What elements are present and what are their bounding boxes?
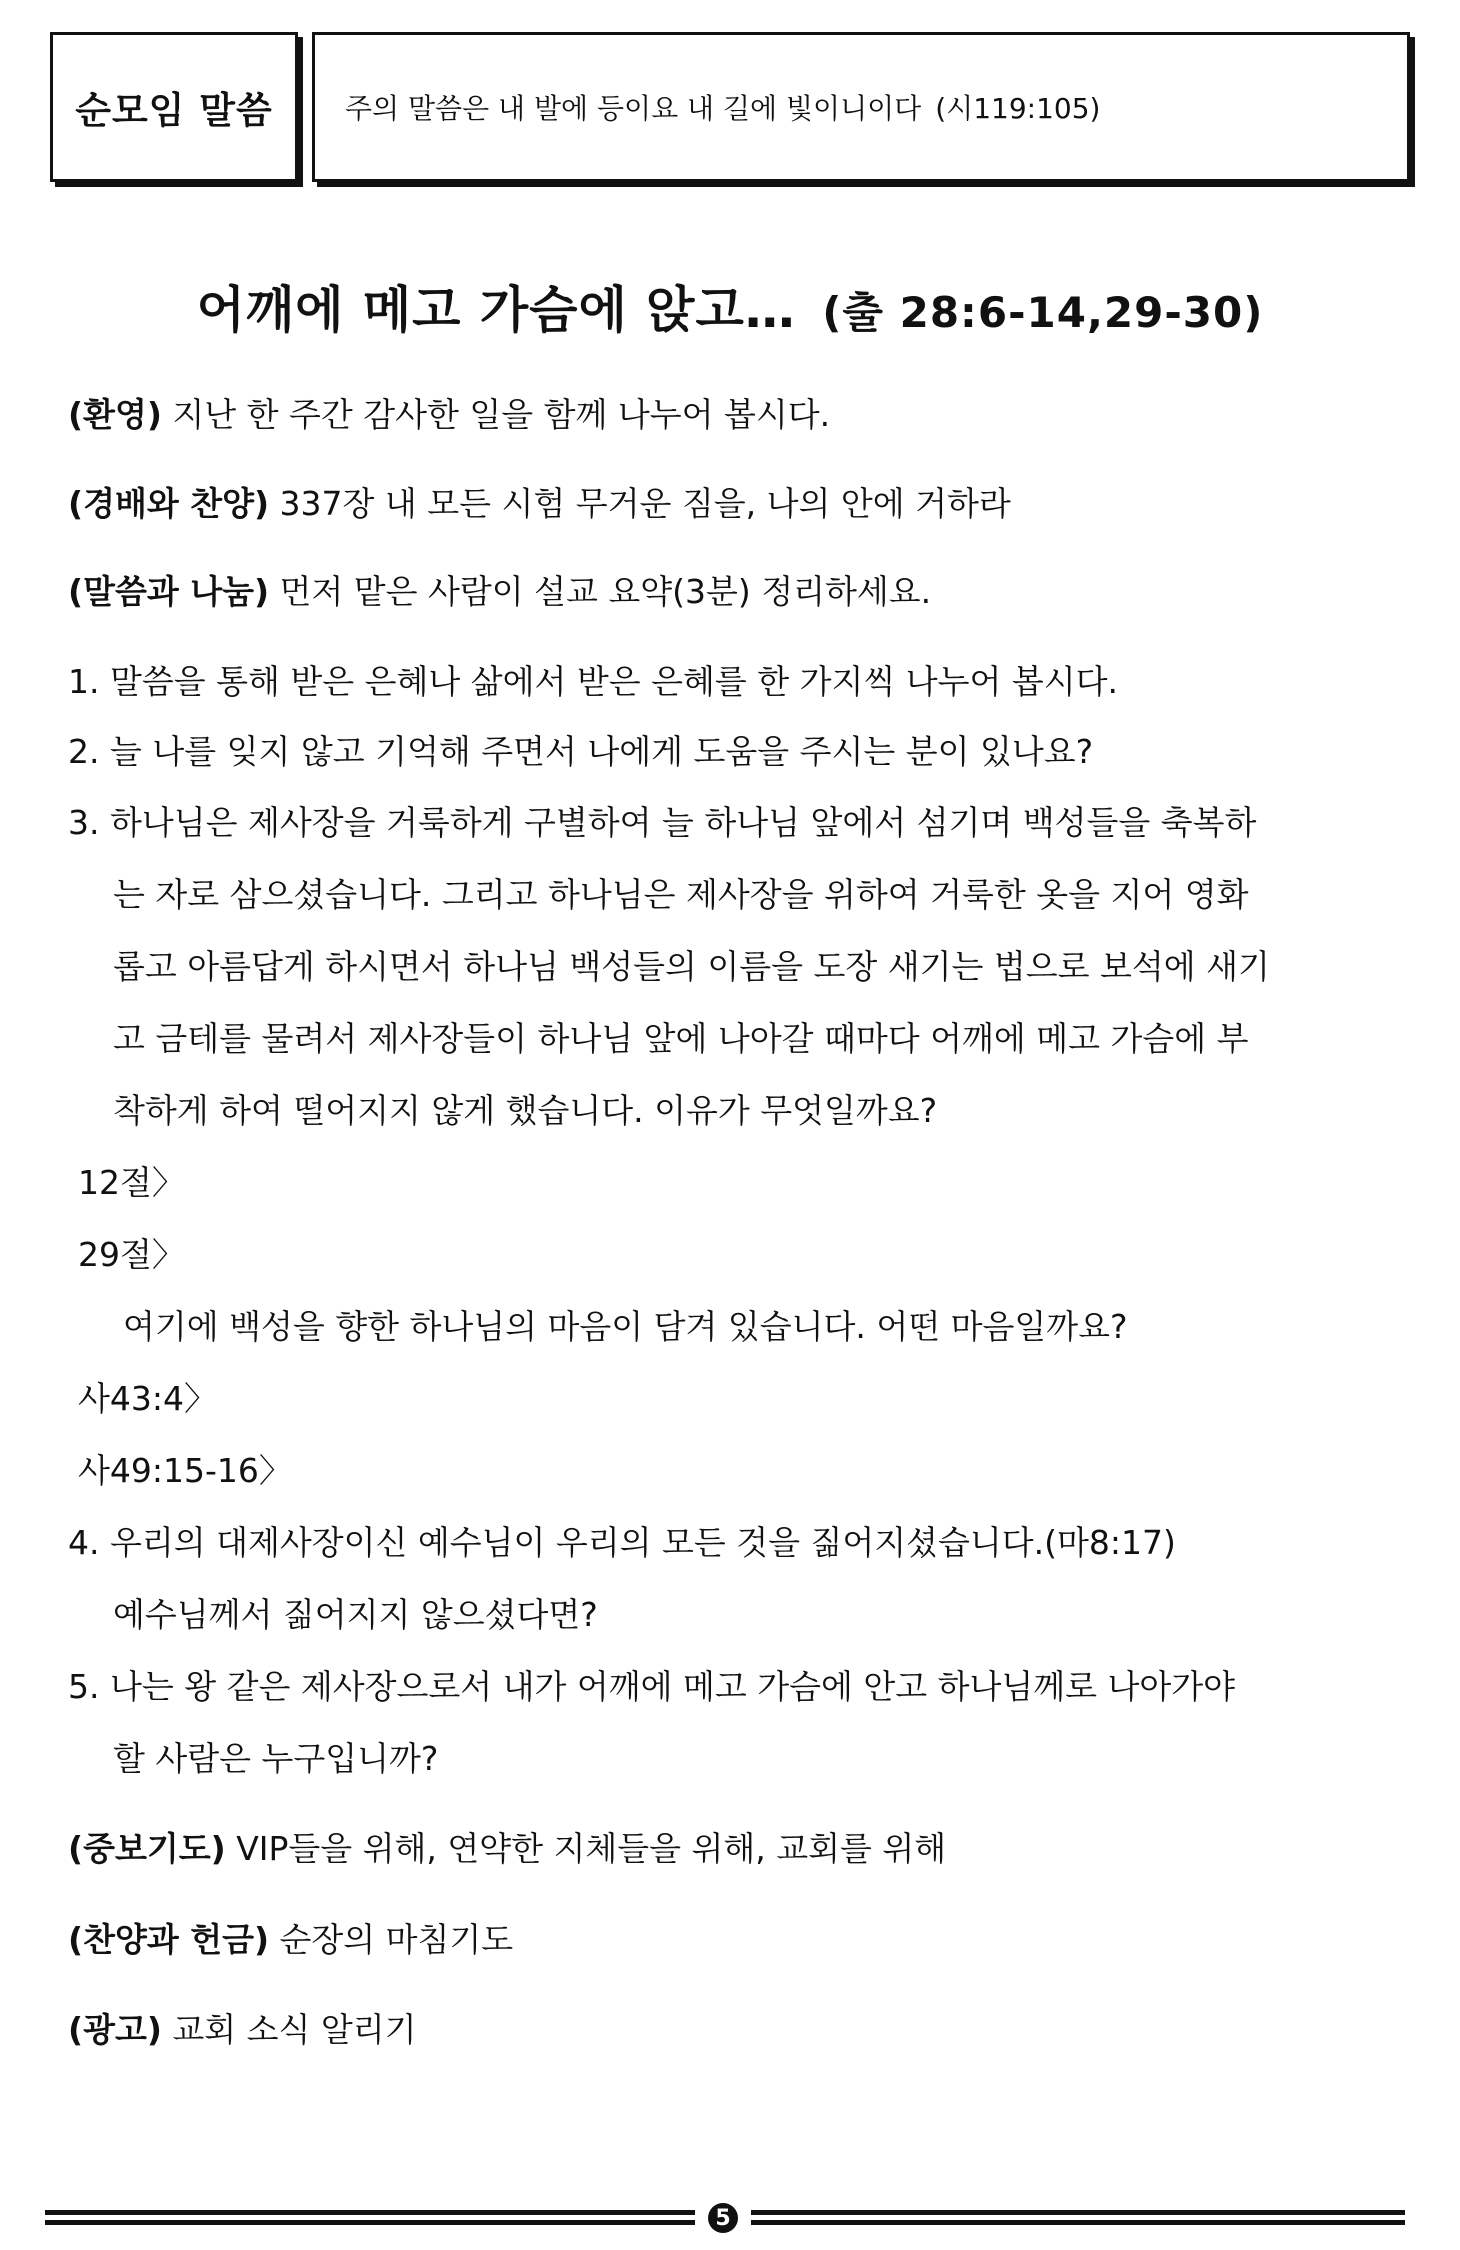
question-3-line-3: 롭고 아름답게 하시면서 하나님 백성들의 이름을 도장 새기는 법으로 보석에 새기 [113, 947, 1270, 986]
section-announce [68, 2010, 417, 2050]
verse-ref-isa43: 사43:4〉 [78, 1379, 217, 1418]
section-welcome [68, 395, 830, 435]
question-1: 1. 말씀을 통해 받은 은혜나 삶에서 받은 은혜를 한 가지씩 나누어 봅시다. [68, 662, 1118, 701]
heart-question: 여기에 백성을 향한 하나님의 마음이 담겨 있습니다. 어떤 마음일까요? [123, 1307, 1128, 1346]
section-word-label: (말씀과 나눔) [68, 572, 270, 611]
section-word-text: 먼저 맡은 사람이 설교 요약(3분) 정리하세요. [279, 572, 932, 611]
footer-rule-left-bottom [45, 2220, 695, 2225]
question-4-line-2: 예수님께서 짊어지지 않으셨다면? [113, 1595, 598, 1634]
section-word [68, 572, 931, 612]
footer [45, 2203, 1405, 2233]
section-worship-text: 337장 내 모든 시험 무거운 짐을, 나의 안에 거하라 [279, 484, 1011, 523]
section-welcome-text: 지난 한 주간 감사한 일을 함께 나누어 봅시다. [172, 395, 831, 434]
question-5-line-1: 5. 나는 왕 같은 제사장으로서 내가 어깨에 메고 가슴에 안고 하나님께로 나아가야 [68, 1667, 1235, 1706]
page-title [0, 270, 1460, 342]
section-intercession-label: (중보기도) [68, 1829, 226, 1868]
section-announce-text: 교회 소식 알리기 [172, 2010, 417, 2049]
verse-ref-isa49: 사49:15-16〉 [78, 1451, 292, 1490]
question-3-line-1: 3. 하나님은 제사장을 거룩하게 구별하여 늘 하나님 앞에서 섬기며 백성들을 축복하 [68, 803, 1257, 842]
question-5-line-2: 할 사람은 누구입니까? [113, 1739, 439, 1778]
question-3-line-2: 는 자로 삼으셨습니다. 그리고 하나님은 제사장을 위하여 거룩한 옷을 지어 영화 [113, 875, 1249, 914]
question-3-line-5: 착하게 하여 떨어지지 않게 했습니다. 이유가 무엇일까요? [113, 1091, 938, 1130]
section-intercession [68, 1829, 946, 1869]
header-verse-ref: (시119:105) [935, 92, 1101, 125]
section-welcome-label: (환영) [68, 395, 162, 434]
verse-ref-12: 12절〉 [78, 1163, 185, 1202]
question-4-line-1: 4. 우리의 대제사장이신 예수님이 우리의 모든 것을 짊어지셨습니다.(마8:17) [68, 1523, 1176, 1562]
question-2: 2. 늘 나를 잊지 않고 기억해 주면서 나에게 도움을 주시는 분이 있나요? [68, 732, 1094, 771]
title-main: 어깨에 메고 가슴에 앉고… [196, 281, 796, 339]
header-verse: 주의 말씀은 내 발에 등이요 내 길에 빛이니이다 [345, 92, 922, 125]
header-label-box [50, 32, 298, 182]
verse-ref-29: 29절〉 [78, 1235, 185, 1274]
header-label: 순모임 말씀 [75, 89, 273, 132]
section-worship-label: (경배와 찬양) [68, 484, 270, 523]
section-offering-label: (찬양과 헌금) [68, 1920, 270, 1959]
section-worship [68, 484, 1011, 524]
footer-rule-left-top [45, 2210, 695, 2215]
question-3-line-4: 고 금테를 물려서 제사장들이 하나님 앞에 나아갈 때마다 어깨에 메고 가슴에 부 [113, 1019, 1249, 1058]
header-verse-box [312, 32, 1410, 182]
section-intercession-text: VIP들을 위해, 연약한 지체들을 위해, 교회를 위해 [236, 1829, 947, 1868]
section-offering-text: 순장의 마침기도 [279, 1920, 514, 1959]
page-number: 5 [708, 2203, 738, 2233]
section-announce-label: (광고) [68, 2010, 162, 2049]
footer-rule-right-bottom [751, 2220, 1405, 2225]
section-offering [68, 1920, 513, 1960]
footer-rule-right-top [751, 2210, 1405, 2215]
title-ref: (출 28:6-14,29-30) [822, 288, 1264, 337]
